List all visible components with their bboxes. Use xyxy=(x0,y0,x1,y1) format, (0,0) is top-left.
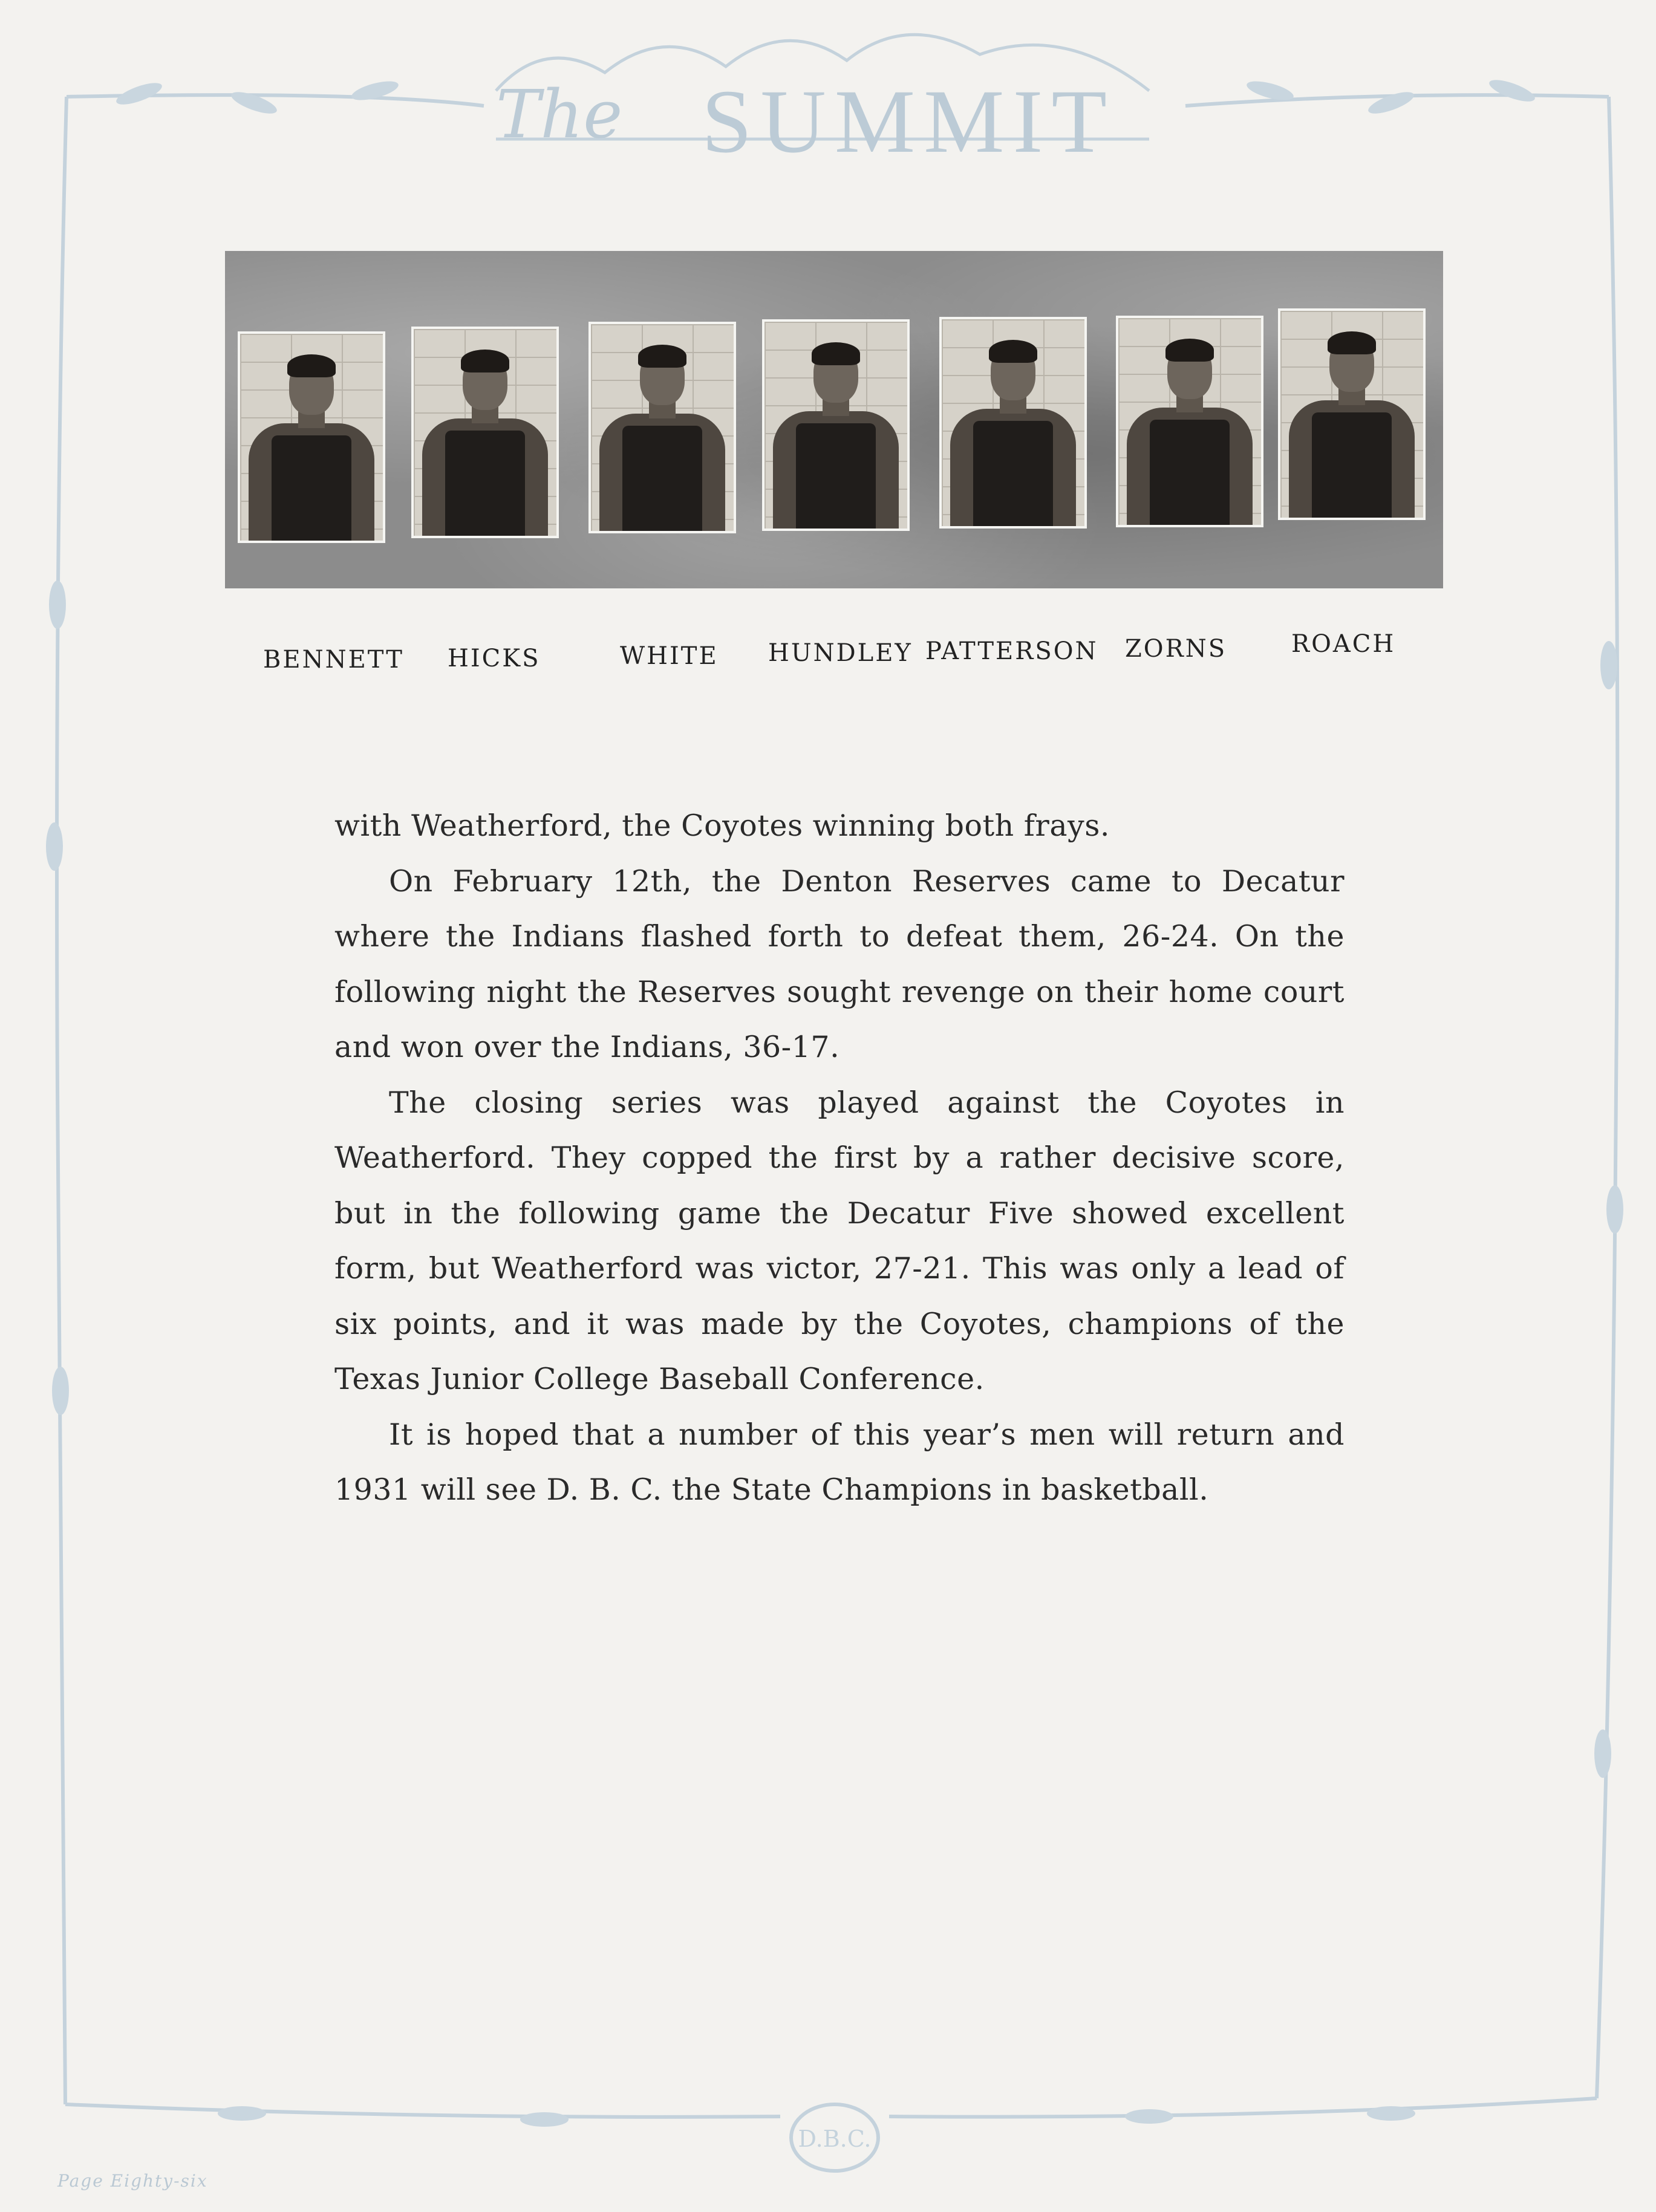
player-photo-hicks xyxy=(411,327,559,538)
player-photo-roach xyxy=(1278,308,1426,520)
article-body xyxy=(334,798,1345,1518)
paragraph-1: with Weatherford, the Coyotes winning both frays. xyxy=(334,808,1110,843)
paragraph-4: It is hoped that a number of this year’s men will return and 1931 will see D. B. C. the State Champions in basketball. xyxy=(334,1417,1345,1507)
masthead xyxy=(460,57,1185,172)
monogram-text: D.B.C. xyxy=(798,2126,872,2152)
masthead-title: SUMMIT xyxy=(702,71,1116,172)
player-name-roach: ROACH xyxy=(1291,630,1396,658)
player-name-bennett: BENNETT xyxy=(263,646,404,674)
player-photo-white xyxy=(588,322,736,533)
player-photo-bennett xyxy=(238,331,385,543)
page-number: Page Eighty-six xyxy=(57,2171,208,2191)
team-photo-strip xyxy=(225,251,1443,588)
player-photo-hundley xyxy=(762,319,910,531)
player-photo-zorns xyxy=(1116,316,1263,527)
paragraph-2: On February 12th, the Denton Reserves came to Decatur where the Indians flashed forth to defeat them, 26-24. On the following night the Reserves sought revenge on their home court and won over the Indians, 36-17. xyxy=(334,864,1345,1064)
player-photo-patterson xyxy=(939,317,1087,529)
player-name-zorns: ZORNS xyxy=(1125,635,1227,663)
dbc-monogram-emblem xyxy=(786,2098,883,2177)
player-name-hundley: HUNDLEY xyxy=(768,639,913,667)
paragraph-3: The closing series was played against the Coyotes in Weatherford. They copped the first by a rather decisive score, but in the following game the Decatur Five showed excellent form, but Weatherford was victor, 27-21. This was only a lead of six points, and it was made by the Coyotes, champions of the Texas Junior College Baseball Conference. xyxy=(334,1085,1345,1396)
player-name-patterson: PATTERSON xyxy=(925,637,1098,665)
player-name-hicks: HICKS xyxy=(448,645,541,672)
masthead-the: The xyxy=(496,76,623,153)
player-name-white: WHITE xyxy=(620,642,719,670)
